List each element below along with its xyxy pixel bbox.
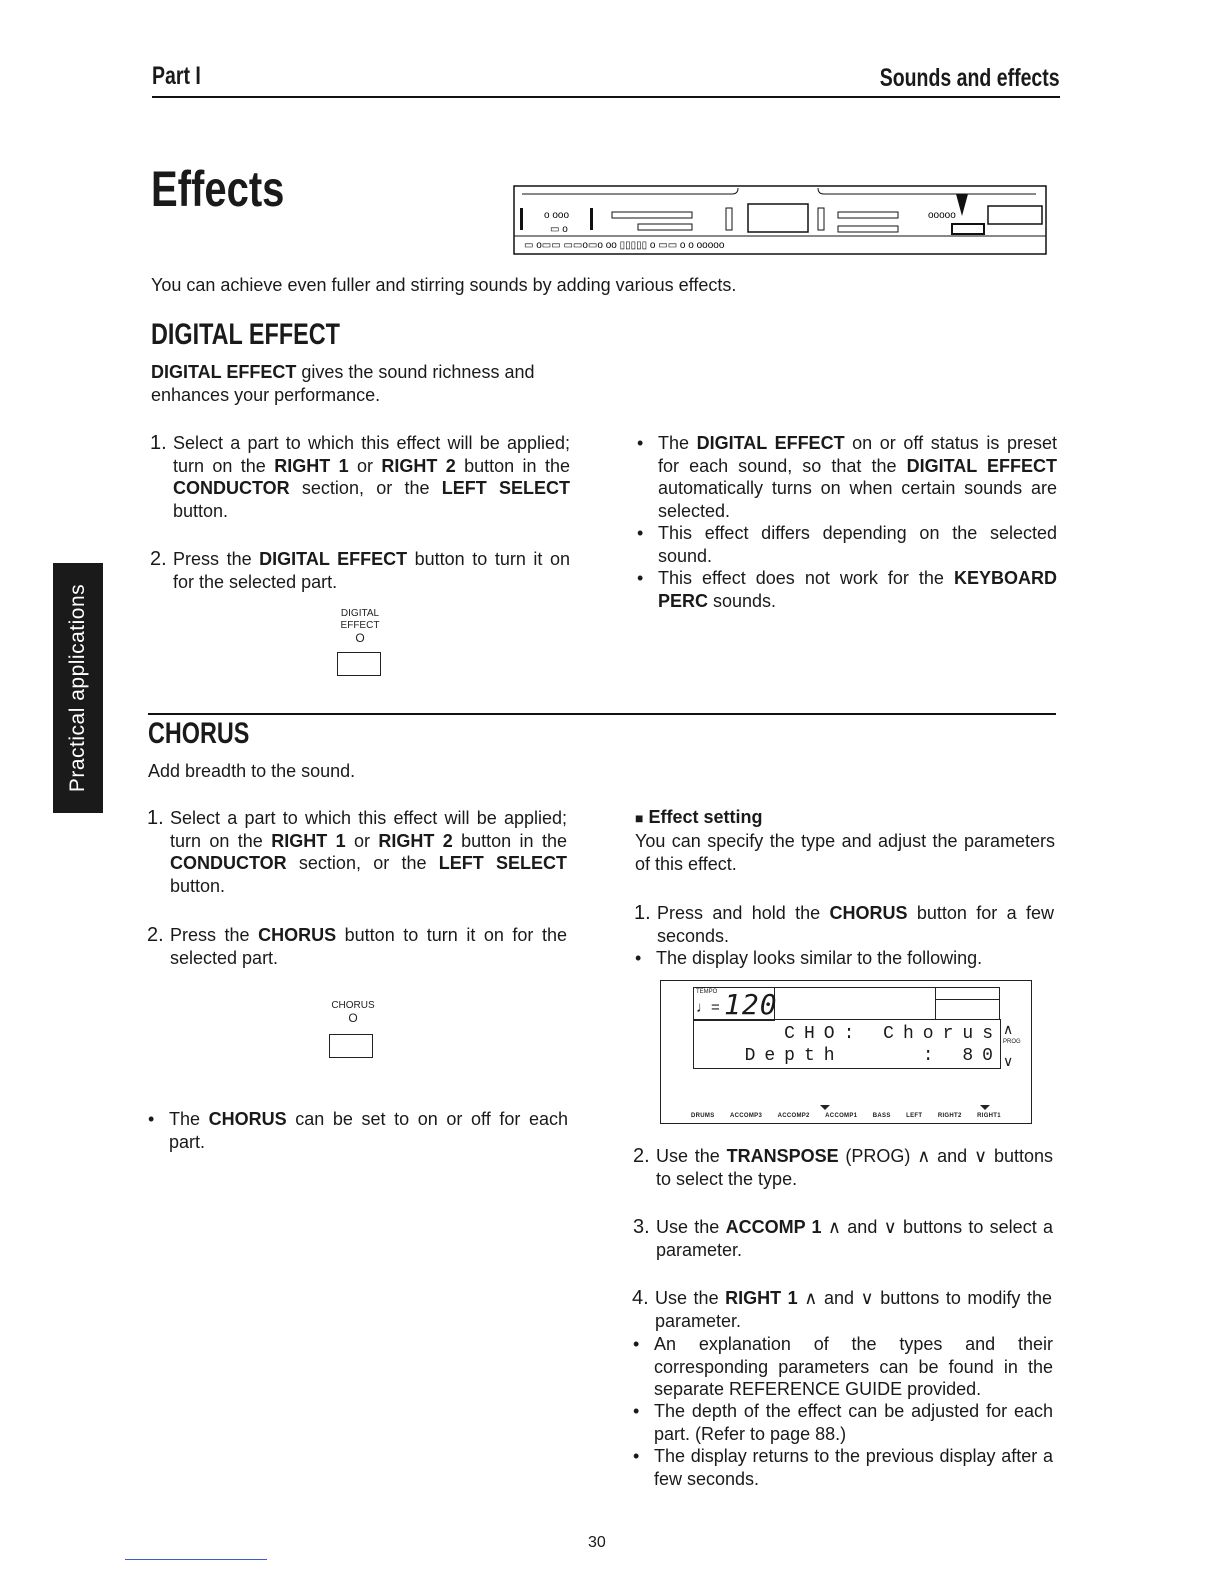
text: can be set to on or off for each part. (169, 1109, 568, 1152)
header-rule (152, 96, 1060, 98)
label-right2: RIGHT2 (937, 1113, 962, 1119)
text: Press and hold the (657, 903, 830, 923)
text: sounds. (708, 590, 777, 611)
label-accomp3: ACCOMP3 (729, 1113, 763, 1119)
text: ∧ and ∨ buttons to modify the parameter. (655, 1288, 1052, 1331)
digital-effect-lead (151, 361, 581, 406)
text: Use the (656, 1146, 727, 1166)
text: Use the (656, 1217, 726, 1237)
side-tab (53, 563, 103, 813)
text: on or off status is preset for each sound, so that the (658, 433, 1057, 476)
bullet-dot: • (633, 1401, 640, 1421)
step-number: 2. (633, 1145, 650, 1167)
text: The (169, 1109, 209, 1129)
bold: ACCOMP 1 (725, 1217, 822, 1237)
lcd-row-1: CHO: Chorus (784, 1024, 1002, 1044)
effect-setting-step-1 (634, 902, 1054, 947)
step-number: 4. (632, 1287, 649, 1309)
bold: LEFT SELECT (441, 478, 570, 498)
digital-effect-heading: DIGITAL EFFECT (151, 318, 340, 351)
text: The (658, 433, 697, 453)
bold: RIGHT 1 (274, 455, 349, 476)
text: Use the (655, 1288, 726, 1308)
effect-setting-step-3 (633, 1216, 1053, 1261)
text: button. (173, 500, 229, 521)
text: or (348, 455, 382, 476)
text: button to turn it on for the selected part. (170, 925, 567, 968)
text: button in the (452, 830, 567, 851)
marker-right1-icon (980, 1105, 990, 1110)
square-marker-icon: ■ (635, 810, 644, 826)
lead-bold: DIGITAL EFFECT (151, 362, 297, 382)
prog-label: PROG (1003, 1039, 1021, 1045)
text: An explanation of the types and their corresponding parameters can be found in the separate REFERENCE GUIDE provided. (654, 1334, 1053, 1399)
text: button. (170, 875, 226, 896)
effect-setting-step-2 (633, 1145, 1053, 1190)
lcd-bottom-labels (691, 1113, 1001, 1119)
bold: CONDUCTOR (173, 478, 290, 498)
effect-setting-step-1-bullet (635, 947, 1055, 970)
bullet-dot: • (637, 433, 644, 453)
effect-setting-heading (635, 806, 763, 830)
text: section, or the (289, 478, 442, 498)
text: Select a part to which this effect will be applied; turn on the (173, 433, 570, 476)
effect-setting-title: Effect setting (648, 807, 763, 827)
digital-effect-bullet-2 (637, 522, 1057, 567)
digital-effect-step-1 (150, 432, 570, 522)
bold: RIGHT 1 (725, 1288, 798, 1308)
text: button for a few seconds. (657, 903, 1054, 946)
text: or (345, 830, 379, 851)
lcd-divider (935, 999, 999, 1000)
svg-text:o ooo: o ooo (544, 210, 570, 221)
bold: KEYBOARD PERC (658, 568, 1057, 611)
bold: DIGITAL EFFECT (906, 455, 1057, 476)
bullet-dot: • (635, 948, 642, 968)
bold: TRANSPOSE (726, 1146, 839, 1166)
chorus-heading: CHORUS (148, 717, 250, 750)
digital-effect-bullet-3 (637, 567, 1057, 612)
section-divider (148, 713, 1056, 715)
tempo-label: TEMPO (696, 989, 718, 995)
step-number: 3. (633, 1216, 650, 1238)
bullet-dot: • (148, 1109, 155, 1129)
chorus-step-1 (147, 807, 567, 897)
prog-down-icon: ∨ (1003, 1053, 1014, 1069)
effect-setting-step-4-bullet-3 (633, 1445, 1053, 1490)
chorus-step-2 (147, 924, 567, 969)
bold: CHORUS (829, 903, 908, 923)
bold: LEFT SELECT (438, 853, 567, 873)
text: The depth of the effect can be adjusted for each part. (Refer to page 88.) (654, 1401, 1053, 1444)
intro-text: You can achieve even fuller and stirring sounds by adding various effects. (151, 275, 737, 295)
lead-rest: gives the sound richness and enhances your performance. (151, 362, 535, 405)
text: automatically turns on when certain sounds are selected. (658, 478, 1057, 521)
step-number: 2. (150, 548, 167, 570)
lcd-row-2: Depth : 80 (744, 1046, 1002, 1066)
bold: CHORUS (208, 1109, 287, 1129)
lcd-display-illustration (660, 980, 1032, 1124)
bold: RIGHT 1 (271, 830, 346, 851)
text: section, or the (286, 853, 439, 873)
step-number: 1. (150, 432, 167, 454)
bold: CONDUCTOR (170, 853, 287, 873)
page-number: 30 (588, 1534, 606, 1551)
bullet-dot: • (637, 568, 644, 588)
effect-setting-step-4-bullet-2 (633, 1400, 1053, 1445)
chorus-button[interactable] (329, 1034, 373, 1058)
tempo-box (693, 987, 778, 1021)
text: Press the (170, 925, 259, 945)
prog-up-icon: ∧ (1003, 1021, 1014, 1037)
led-indicator: O (348, 1011, 358, 1025)
bold: DIGITAL EFFECT (696, 433, 845, 453)
text: Press the (173, 549, 260, 569)
label-right1: RIGHT1 (977, 1113, 1001, 1119)
page-title: Effects (151, 161, 285, 217)
text: ∧ and ∨ buttons to select a parameter. (656, 1217, 1053, 1260)
label-accomp1: ACCOMP1 (825, 1113, 858, 1119)
text: button to turn it on for the selected part. (173, 549, 570, 592)
bold: DIGITAL EFFECT (259, 549, 408, 569)
chorus-lead: Add breadth to the sound. (148, 761, 356, 781)
label-drums: DRUMS (691, 1113, 715, 1119)
side-tab-label: Practical applications (66, 583, 89, 793)
step-number: 1. (634, 902, 651, 924)
effect-setting-step-4 (632, 1287, 1052, 1332)
digital-effect-bullet-1 (637, 432, 1057, 522)
lcd-divider (935, 987, 936, 1019)
text: (PROG) ∧ and ∨ buttons to select the type. (656, 1146, 1053, 1189)
svg-text:▭ o▭▭ ▭▭o▭o oo ▯▯▯▯▯ o: ▭ o▭▭ ▭▭o▭o oo ▯▯▯▯▯ o ▭▭ o o ooooo (524, 240, 725, 251)
tempo-value: 120 (724, 988, 778, 1021)
header-section: Sounds and effects (880, 64, 1060, 92)
effect-setting-lead: You can specify the type and adjust the parameters of this effect. (635, 831, 1055, 874)
label-accomp2: ACCOMP2 (777, 1113, 810, 1119)
lcd-top-area (773, 987, 1000, 1020)
text: This effect does not work for the (658, 568, 954, 588)
effect-setting-step-4-bullet-1 (633, 1333, 1053, 1401)
footer-rule (125, 1559, 267, 1560)
text: The display returns to the previous display after a few seconds. (654, 1446, 1053, 1489)
lcd-markers (816, 1103, 996, 1113)
svg-text:ooooo: ooooo (928, 210, 956, 221)
bullet-dot: • (637, 523, 644, 543)
digital-effect-button-illustration (330, 608, 390, 676)
text: This effect differs depending on the selected sound. (658, 523, 1057, 566)
chorus-bullet (148, 1108, 568, 1153)
chorus-button-illustration (323, 1000, 383, 1058)
header-part: Part I (152, 62, 201, 90)
text: button in the (455, 455, 570, 476)
lcd-text-area (693, 1019, 1001, 1069)
tempo-note-icon: ♩= (696, 999, 720, 1016)
label-bass: BASS (872, 1113, 891, 1119)
text: Select a part to which this effect will be applied; turn on the (170, 808, 567, 851)
step-number: 2. (147, 924, 164, 946)
bullet-dot: • (633, 1334, 640, 1354)
bold: RIGHT 2 (381, 455, 456, 476)
step-number: 1. (147, 807, 164, 829)
digital-effect-step-2 (150, 548, 570, 593)
bullet-dot: • (633, 1446, 640, 1466)
text: The display looks similar to the following. (656, 948, 983, 968)
marker-accomp1-icon (820, 1105, 830, 1110)
bold: RIGHT 2 (378, 830, 453, 851)
button-label-line-2: EFFECT (340, 620, 380, 631)
label-left: LEFT (906, 1113, 923, 1119)
button-label: CHORUS (331, 1000, 375, 1011)
svg-text:▭ o: ▭ o (550, 224, 568, 235)
control-panel-illustration (512, 184, 1048, 256)
button-label-line-1: DIGITAL (340, 608, 380, 619)
led-indicator: O (355, 631, 365, 645)
bold: CHORUS (258, 925, 337, 945)
digital-effect-button[interactable] (337, 652, 381, 676)
